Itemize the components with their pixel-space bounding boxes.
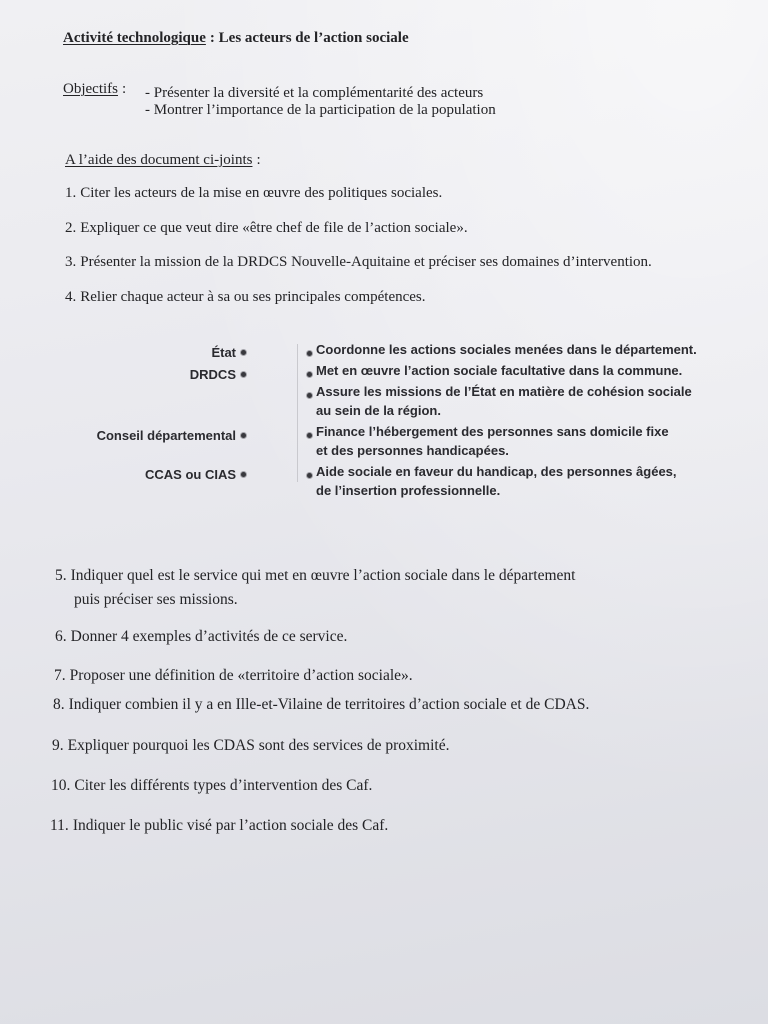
question-text: Citer les différents types d’intervention des Caf. xyxy=(74,777,373,794)
competence-item xyxy=(316,382,692,420)
question-6 xyxy=(55,627,347,647)
actor-label: DRDCS xyxy=(189,367,236,382)
title-underlined: Activité technologique xyxy=(63,30,206,46)
competence-line: Aide sociale en faveur du handicap, des personnes âgées, xyxy=(316,464,677,479)
question-7 xyxy=(54,666,413,686)
competence-item xyxy=(316,361,682,380)
competence-line: Assure les missions de l’État en matière de cohésion sociale xyxy=(316,384,692,399)
question-4 xyxy=(65,287,426,307)
actor-bullet-icon xyxy=(241,433,246,438)
question-text: Relier chaque acteur à sa ou ses principales compétences. xyxy=(80,289,426,305)
question-text: Proposer une définition de «territoire d’action sociale». xyxy=(69,667,413,684)
competence-bullet-icon xyxy=(307,433,312,438)
question-text: Donner 4 exemples d’activités de ce service. xyxy=(70,628,348,645)
competence-bullet-icon xyxy=(307,393,312,398)
question-number: 1. xyxy=(65,185,77,201)
question-number: 6. xyxy=(55,628,67,645)
competence-line: au sein de la région. xyxy=(316,403,441,418)
instructions-heading-text: A l’aide des document ci-joints xyxy=(65,152,253,168)
question-9 xyxy=(52,736,449,756)
question-number: 5. xyxy=(55,567,67,584)
actor-bullet-icon xyxy=(241,472,246,477)
actor-label: État xyxy=(211,345,236,360)
question-8 xyxy=(53,695,589,715)
instructions-heading xyxy=(65,150,261,170)
objective-item: - Montrer l’importance de la participation de la population xyxy=(145,102,496,118)
question-number: 4. xyxy=(65,289,77,305)
question-text: Indiquer quel est le service qui met en œuvre l’action sociale dans le département xyxy=(70,567,576,584)
title-rest: : Les acteurs de l’action sociale xyxy=(209,30,409,46)
question-number: 11. xyxy=(50,817,69,834)
competence-line: Met en œuvre l’action sociale facultative dans la commune. xyxy=(316,363,683,378)
competence-bullet-icon xyxy=(307,351,312,356)
question-10 xyxy=(51,776,372,796)
question-number: 9. xyxy=(52,737,64,754)
objective-item: - Présenter la diversité et la complémentarité des acteurs xyxy=(145,85,484,101)
competence-line: et des personnes handicapées. xyxy=(316,443,509,458)
question-text: Citer les acteurs de la mise en œuvre des politiques sociales. xyxy=(80,185,443,201)
objectives-label-row xyxy=(63,79,126,99)
question-text: Expliquer ce que veut dire «être chef de file de l’action sociale». xyxy=(80,220,468,236)
question-number: 7. xyxy=(54,667,66,684)
competence-item xyxy=(316,340,697,359)
competence-bullet-icon xyxy=(307,372,312,377)
actor-label: CCAS ou CIAS xyxy=(145,467,236,482)
question-number: 10. xyxy=(51,777,71,794)
question-1 xyxy=(65,183,442,203)
competence-item xyxy=(316,422,669,460)
actor-label: Conseil départemental xyxy=(96,428,236,443)
question-number: 3. xyxy=(65,254,77,270)
objectives-label: Objectifs xyxy=(63,81,118,97)
objectives-separator: : xyxy=(121,81,127,97)
question-5 xyxy=(55,566,575,586)
actor-bullet-icon xyxy=(241,372,246,377)
question-number: 8. xyxy=(53,696,65,713)
question-text: Indiquer combien il y a en Ille-et-Vilaine de territoires d’action sociale et de CDAS. xyxy=(68,696,590,713)
column-divider xyxy=(297,344,298,482)
competence-line: Coordonne les actions sociales menées dans le département. xyxy=(316,342,697,357)
question-11 xyxy=(50,816,388,836)
question-5-continuation: puis préciser ses missions. xyxy=(74,591,238,608)
question-text: Indiquer le public visé par l’action sociale des Caf. xyxy=(72,817,389,834)
competence-line: de l’insertion professionnelle. xyxy=(316,483,501,498)
question-3 xyxy=(65,252,652,272)
actor-bullet-icon xyxy=(241,350,246,355)
question-2 xyxy=(65,218,468,238)
question-number: 2. xyxy=(65,220,77,236)
competence-line: Finance l’hébergement des personnes sans domicile fixe xyxy=(316,424,669,439)
question-text: Présenter la mission de la DRDCS Nouvelle-Aquitaine et préciser ses domaines d’intervention. xyxy=(80,254,652,270)
document-title xyxy=(63,28,409,48)
instructions-heading-colon: : xyxy=(256,152,261,168)
competence-item xyxy=(316,462,677,500)
question-text: Expliquer pourquoi les CDAS sont des services de proximité. xyxy=(67,737,450,754)
competence-bullet-icon xyxy=(307,473,312,478)
